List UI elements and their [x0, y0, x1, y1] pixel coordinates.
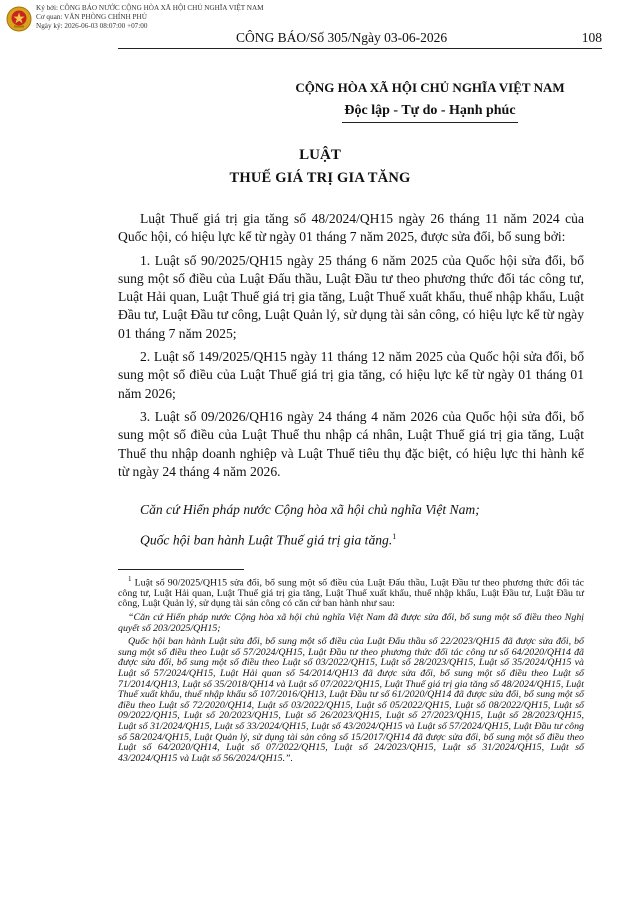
- body-paragraph-1: 1. Luật số 90/2025/QH15 ngày 25 tháng 6 năm 2025 của Quốc hội sửa đổi, bổ sung một số điều của Luật Đấu thầu, Luật Đầu tư theo phương thức đối tác công tư, Luật Hải quan, Luật Thuế giá trị gia tăng, Luật Thuế xuất khẩu, thuế nhập khẩu, Luật Đầu tư, Luật Đầu tư công, Luật Quản lý, sử dụng tài sản công, có hiệu lực kể từ ngày 01 tháng 7 năm 2025;: [118, 252, 584, 341]
- footnote-reference[interactable]: 1: [392, 532, 397, 541]
- signature-signer: Ký bởi: CÔNG BÁO NƯỚC CỘNG HÒA XÃ HỘI CHỦ NGHĨA VIỆT NAM: [36, 4, 264, 12]
- page-number: 108: [581, 30, 602, 45]
- footnote-quote-2: Quốc hội ban hành Luật sửa đổi, bổ sung một số điều của Luật Đấu thầu số 22/2023/QH15 đã được sửa đổi, bổ sung một số điều theo Luật số 57/2024/QH15, Luật Đầu tư theo phương thức đối tác công tư số 64/2020/QH14 đã được sửa đổi, bổ sung một số điều theo Luật số 03/2022/QH15, Luật số 28/2023/QH15, Luật số 35/2024/QH15 và Luật số 57/2024/QH15, Luật Hải quan số 54/2014/QH13 đã được sửa đổi, bổ sung một số điều theo Luật số 71/2014/QH13, Luật số 35/2018/QH14 và Luật số 07/2022/QH15, Luật Thuế giá trị gia tăng số 48/2024/QH15, Luật Thuế xuất khẩu, thuế nhập khẩu số 107/2016/QH13, Luật Đầu tư số 61/2020/QH14 đã được sửa đổi, bổ sung một số điều theo Luật số 72/2020/QH14, Luật số 03/2022/QH15, Luật số 05/2022/QH15, Luật số 08/2022/QH15, Luật số 09/2022/QH15, Luật số 20/2023/QH15, Luật số 26/2023/QH15, Luật số 27/2023/QH15, Luật số 28/2023/QH15, Luật số 31/2024/QH15, Luật số 33/2024/QH15, Luật số 43/2024/QH15 và Luật số 57/2024/QH15, Luật Đầu tư công số 58/2024/QH15, Luật Quản lý, sử dụng tài sản công số 15/2017/QH14 đã được sửa đổi, bổ sung một số điều theo Luật số 64/2020/QH14, Luật số 07/2022/QH15, Luật số 24/2023/QH15, Luật số 31/2024/QH15, Luật số 43/2024/QH15 và Luật số 56/2024/QH15.”.: [118, 636, 584, 764]
- document-title: THUẾ GIÁ TRỊ GIA TĂNG: [229, 170, 411, 186]
- basis-line-1: Căn cứ Hiến pháp nước Cộng hòa xã hội chủ nghĩa Việt Nam;: [140, 502, 480, 517]
- national-heading: [280, 80, 580, 123]
- basis-line-2: [118, 523, 584, 554]
- body-paragraph-3: 3. Luật số 09/2026/QH16 ngày 24 tháng 4 năm 2026 của Quốc hội sửa đổi, bổ sung một số điều của Luật Thuế thu nhập cá nhân, Luật Thuế giá trị gia tăng, Luật Thuế thu nhập doanh nghiệp và Luật Thuế tiêu thụ đặc biệt, có hiệu lực thi hành kể từ ngày 24 tháng 4 năm 2026.: [118, 408, 584, 479]
- basis-line-2-text: Quốc hội ban hành Luật Thuế giá trị gia tăng.: [140, 532, 393, 548]
- digital-signature-info: [36, 4, 264, 31]
- body-paragraph-2: 2. Luật số 149/2025/QH15 ngày 11 tháng 12 năm 2025 của Quốc hội sửa đổi, bổ sung một số điều của Luật Thuế giá trị gia tăng, có hiệu lực kể từ ngày 01 tháng 01 năm 2026;: [118, 349, 584, 401]
- country-name: CỘNG HÒA XÃ HỘI CHỦ NGHĨA VIỆT NAM: [295, 80, 565, 95]
- signature-date: Ngày ký: 2026-06-03 08:07:00 +07:00: [36, 22, 148, 30]
- body-paragraph-intro: Luật Thuế giá trị gia tăng số 48/2024/QH15 ngày 26 tháng 11 năm 2024 của Quốc hội, có hiệu lực kể từ ngày 01 tháng 7 năm 2025, được sửa đổi, bổ sung bởi:: [118, 211, 584, 245]
- national-emblem-icon: [6, 6, 32, 32]
- footnote: [118, 574, 584, 767]
- page-header: [118, 30, 602, 49]
- legal-basis: [118, 496, 584, 554]
- motto-underline: [342, 122, 518, 123]
- document-type: LUẬT: [299, 147, 341, 163]
- signature-agency: Cơ quan: VĂN PHÒNG CHÍNH PHỦ: [36, 13, 147, 21]
- footnote-intro: [118, 574, 584, 610]
- footnote-marker: 1: [128, 575, 132, 583]
- footnote-intro-text: Luật số 90/2025/QH15 sửa đổi, bổ sung một số điều của Luật Đấu thầu, Luật Đầu tư theo phương thức đối tác công tư, Luật Hải quan, Luật Thuế giá trị gia tăng, Luật Thuế xuất khẩu, thuế nhập khẩu, Luật Đầu tư, Luật Đầu tư công, Luật Quản lý, sử dụng tài sản công có căn cứ ban hành như sau:: [118, 577, 584, 610]
- gazette-issue: CÔNG BÁO/Số 305/Ngày 03-06-2026: [236, 30, 448, 45]
- footnote-separator: [118, 569, 244, 570]
- footnote-quote-1: “Căn cứ Hiến pháp nước Cộng hòa xã hội chủ nghĩa Việt Nam đã được sửa đổi, bổ sung một số điều theo Nghị quyết số 203/2025/QH15;: [118, 612, 584, 634]
- national-motto: Độc lập - Tự do - Hạnh phúc: [344, 103, 516, 118]
- document-body: [118, 210, 584, 486]
